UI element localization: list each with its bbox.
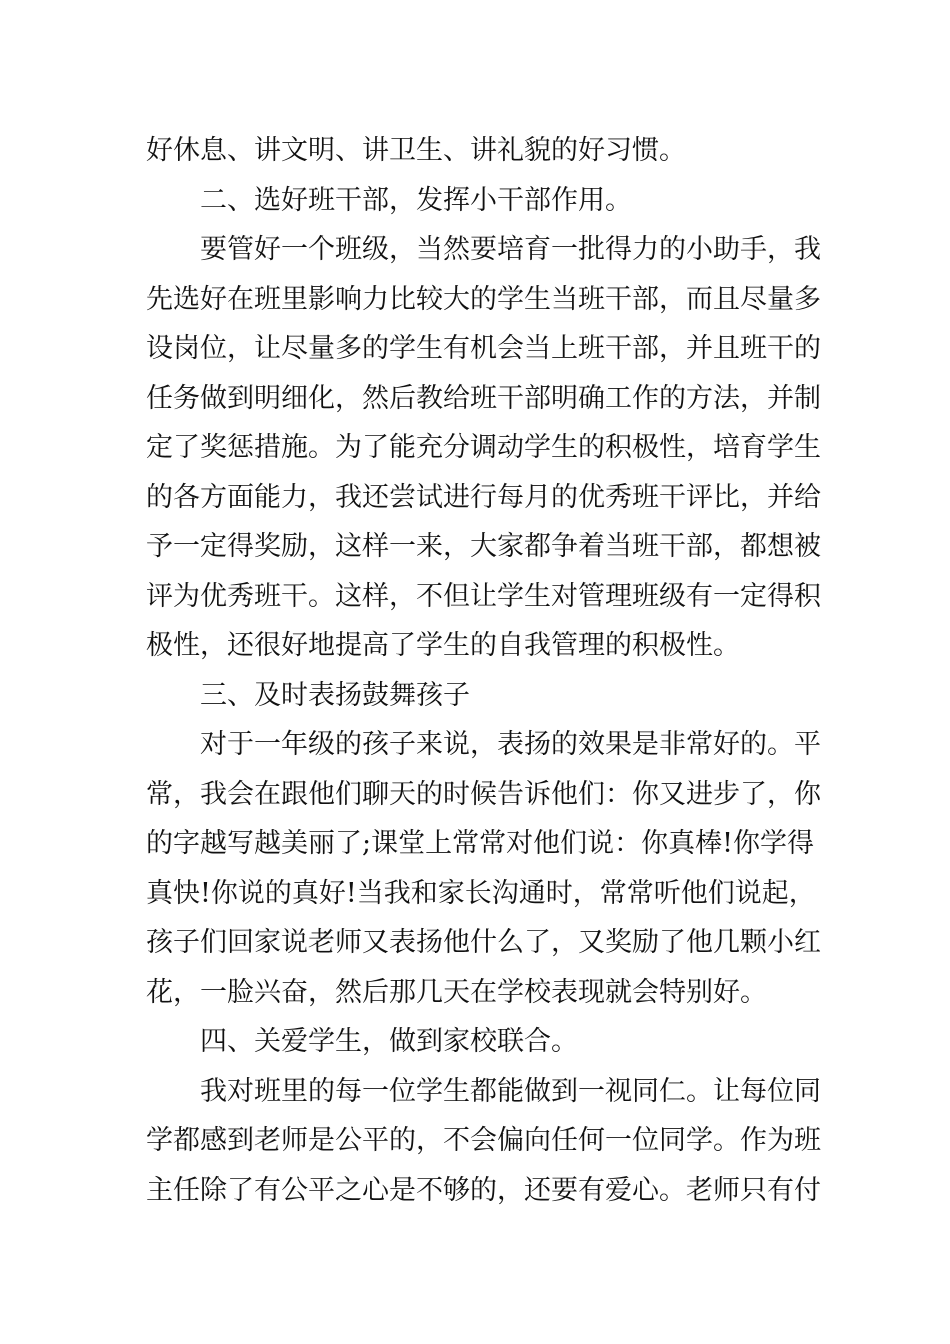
text-line: 设岗位，让尽量多的学生有机会当上班干部，并且班干的 [146, 333, 821, 364]
text-line: 我对班里的每一位学生都能做到一视同仁。让每位同 [200, 1075, 821, 1107]
text-line: 对于一年级的孩子来说，表扬的效果是非常好的。平 [200, 729, 821, 760]
text-line: 二、选好班干部，发挥小干部作用。 [200, 184, 632, 216]
text-line: 好休息、讲文明、讲卫生、讲礼貌的好习惯。 [146, 135, 686, 166]
text-line: 主任除了有公平之心是不够的，还要有爱心。老师只有付 [146, 1174, 821, 1206]
text-line: 定了奖惩措施。为了能充分调动学生的积极性，培育学生 [146, 432, 821, 463]
text-line: 常，我会在跟他们聊天的时候告诉他们：你又进步了，你 [146, 778, 821, 810]
text-line: 四、关爱学生，做到家校联合。 [200, 1026, 578, 1057]
text-line: 的字越写越美丽了;课堂上常常对他们说：你真棒!你学得 [146, 828, 814, 859]
text-line: 要管好一个班级，当然要培育一批得力的小助手，我 [200, 234, 821, 265]
text-line: 花，一脸兴奋，然后那几天在学校表现就会特别好。 [146, 976, 767, 1008]
text-line: 评为优秀班干。这样，不但让学生对管理班级有一定得积 [146, 580, 821, 612]
body-text [146, 126, 821, 1215]
text-line: 孩子们回家说老师又表扬他什么了，又奖励了他几颗小红 [146, 927, 821, 958]
text-line: 学都感到老师是公平的，不会偏向任何一位同学。作为班 [146, 1125, 821, 1156]
text-line: 任务做到明细化，然后教给班干部明确工作的方法，并制 [146, 382, 821, 414]
text-line: 的各方面能力，我还尝试进行每月的优秀班干评比，并给 [146, 481, 821, 513]
text-line: 先选好在班里影响力比较大的学生当班干部，而且尽量多 [146, 283, 821, 315]
text-line: 予一定得奖励，这样一来，大家都争着当班干部，都想被 [146, 531, 821, 562]
text-line: 极性，还很好地提高了学生的自我管理的积极性。 [146, 630, 740, 661]
text-line: 真快!你说的真好!当我和家长沟通时，常常听他们说起， [146, 877, 816, 909]
text-line: 三、及时表扬鼓舞孩子 [200, 679, 470, 711]
